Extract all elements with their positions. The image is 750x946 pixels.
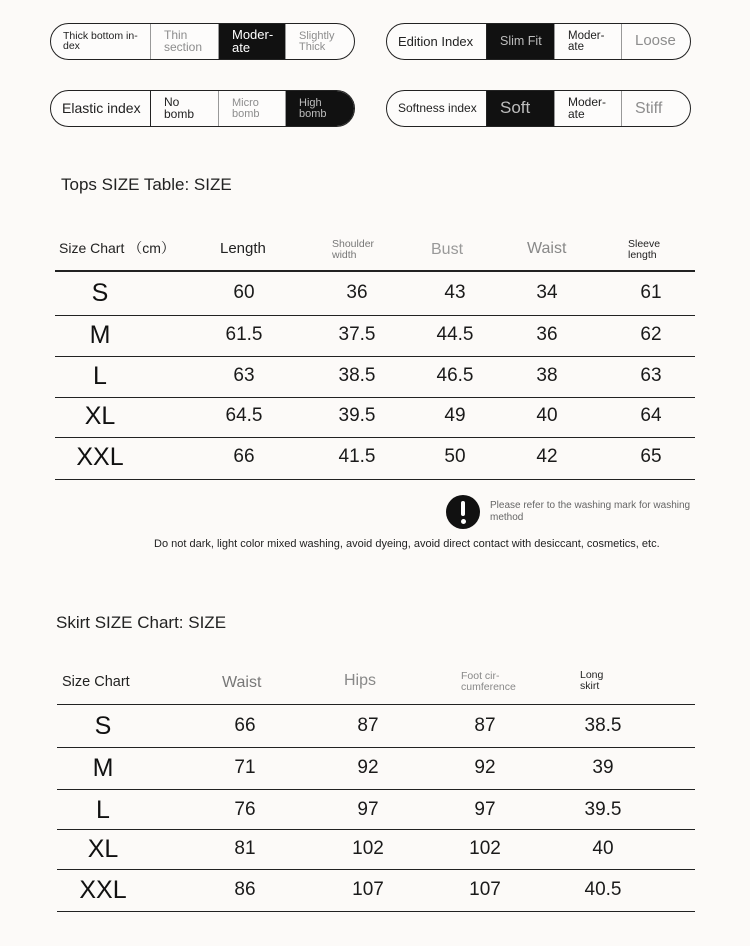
elastic-option-no-bomb: No bomb [151, 91, 219, 126]
edition-option-loose: Loose [635, 32, 676, 50]
thickness-index [50, 23, 355, 60]
tops-table-cell: 44.5 [436, 324, 474, 345]
tops-table-cell: 41.5 [338, 446, 376, 467]
tops-size-label: XL [84, 402, 116, 430]
skirt-table-cell: 97 [357, 799, 379, 820]
tops-table-cell: 60 [233, 282, 255, 303]
tops-table-cell: 42 [536, 446, 558, 467]
softness-index-label: Softness index [387, 91, 487, 126]
tops-table-title: Tops SIZE Table: SIZE [61, 175, 232, 194]
tops-row-divider [55, 397, 695, 398]
tops-table-cell: 61.5 [225, 324, 263, 345]
skirt-table-cell: 86 [234, 879, 256, 900]
skirt-table-cell: 40.5 [584, 879, 622, 900]
skirt-size-label: L [96, 796, 110, 824]
tops-size-label: M [89, 321, 111, 349]
tops-size-label: XXL [76, 443, 124, 471]
tops-table-cell: 64 [640, 405, 662, 426]
tops-table-cell: 37.5 [338, 324, 376, 345]
tops-table-cell: 36 [346, 282, 368, 303]
tops-size-label: L [93, 362, 107, 390]
tops-row-divider [55, 437, 695, 438]
tops-table-cell: 39.5 [338, 405, 376, 426]
elastic-option-high-bomb: High bomb [286, 91, 354, 126]
skirt-table-cell: 92 [474, 757, 496, 778]
tops-table-cell: 61 [640, 282, 662, 303]
skirt-table-cell: 102 [469, 838, 501, 859]
thickness-option-moderate: Moder- ate [219, 24, 286, 59]
tops-header-size-chart: Size Chart （cm） [59, 240, 175, 256]
skirt-size-label: S [94, 712, 112, 740]
tops-header-divider [55, 270, 695, 272]
softness-option-moderate: Moder- ate [555, 91, 622, 126]
tops-table-cell: 38 [536, 365, 558, 386]
washing-instructions: Do not dark, light color mixed washing, avoid dyeing, avoid direct contact with desiccant, cosmetics, etc. [154, 538, 660, 550]
skirt-header-foot-circumference: Foot cir- cumference [461, 670, 516, 693]
elastic-option-micro-bomb: Micro bomb [219, 91, 286, 126]
skirt-table-cell: 71 [234, 757, 256, 778]
skirt-table-cell: 102 [352, 838, 384, 859]
skirt-table-cell: 81 [234, 838, 256, 859]
tops-header-waist: Waist [527, 240, 567, 257]
tops-table-cell: 62 [640, 324, 662, 345]
tops-table-cell: 63 [233, 365, 255, 386]
skirt-header-hips: Hips [344, 672, 377, 689]
skirt-table-cell: 92 [357, 757, 379, 778]
skirt-table-cell: 40 [592, 838, 614, 859]
tops-table-cell: 43 [444, 282, 466, 303]
tops-size-label: S [91, 279, 109, 307]
tops-size-table [55, 230, 695, 482]
skirt-size-label: M [92, 754, 114, 782]
softness-index [386, 90, 691, 127]
tops-table-cell: 38.5 [338, 365, 376, 386]
tops-table-cell: 50 [444, 446, 466, 467]
elastic-index-label: Elastic index [51, 91, 151, 126]
skirt-header-waist: Waist [222, 674, 262, 691]
tops-header-length: Length [220, 240, 266, 257]
skirt-row-divider [57, 747, 695, 748]
skirt-table-cell: 38.5 [584, 715, 622, 736]
elastic-index [50, 90, 355, 127]
skirt-table-cell: 39 [592, 757, 614, 778]
tops-header-shoulder-width: Shoulder width [332, 238, 375, 261]
skirt-header-size-chart: Size Chart [62, 674, 130, 690]
skirt-size-label: XL [87, 835, 119, 863]
skirt-row-divider [57, 789, 695, 790]
tops-header-bust: Bust [431, 241, 464, 258]
thickness-option-thick-bottom: Thick bottom in- dex [51, 24, 151, 59]
tops-table-cell: 65 [640, 446, 662, 467]
edition-index-label: Edition Index [387, 24, 487, 59]
exclamation-circle-icon [446, 495, 480, 529]
tops-table-cell: 64.5 [225, 405, 263, 426]
washing-mark-note: Please refer to the washing mark for washing method [490, 500, 691, 523]
edition-index [386, 23, 691, 60]
thickness-option-thin: Thin section [151, 24, 219, 59]
skirt-table-cell: 107 [352, 879, 384, 900]
tops-row-divider [55, 479, 695, 480]
edition-option-slim-fit: Slim Fit [487, 24, 555, 59]
skirt-size-label: XXL [79, 876, 127, 904]
skirt-table-cell: 97 [474, 799, 496, 820]
skirt-table-title: Skirt SIZE Chart: SIZE [56, 613, 227, 632]
tops-table-cell: 66 [233, 446, 255, 467]
skirt-table-cell: 66 [234, 715, 256, 736]
tops-table-cell: 36 [536, 324, 558, 345]
softness-option-stiff: Stiff [635, 99, 663, 117]
edition-option-moderate: Moder- ate [555, 24, 622, 59]
tops-table-cell: 46.5 [436, 365, 474, 386]
tops-table-cell: 34 [536, 282, 558, 303]
skirt-table-cell: 107 [469, 879, 501, 900]
skirt-table-cell: 87 [474, 715, 496, 736]
skirt-row-divider [57, 869, 695, 870]
thickness-option-slightly-thick: Slightly Thick [299, 30, 335, 53]
skirt-size-table [57, 662, 695, 914]
tops-row-divider [55, 356, 695, 357]
skirt-table-cell: 87 [357, 715, 379, 736]
skirt-header-divider [57, 704, 695, 705]
tops-table-cell: 63 [640, 365, 662, 386]
skirt-row-divider [57, 829, 695, 830]
tops-table-cell: 40 [536, 405, 558, 426]
tops-table-cell: 49 [444, 405, 466, 426]
tops-row-divider [55, 315, 695, 316]
skirt-row-divider [57, 911, 695, 912]
skirt-table-cell: 39.5 [584, 799, 622, 820]
softness-option-soft: Soft [487, 91, 555, 126]
skirt-header-long-skirt: Long skirt [580, 669, 604, 692]
tops-header-sleeve-length: Sleeve length [628, 238, 661, 261]
skirt-table-cell: 76 [234, 799, 256, 820]
